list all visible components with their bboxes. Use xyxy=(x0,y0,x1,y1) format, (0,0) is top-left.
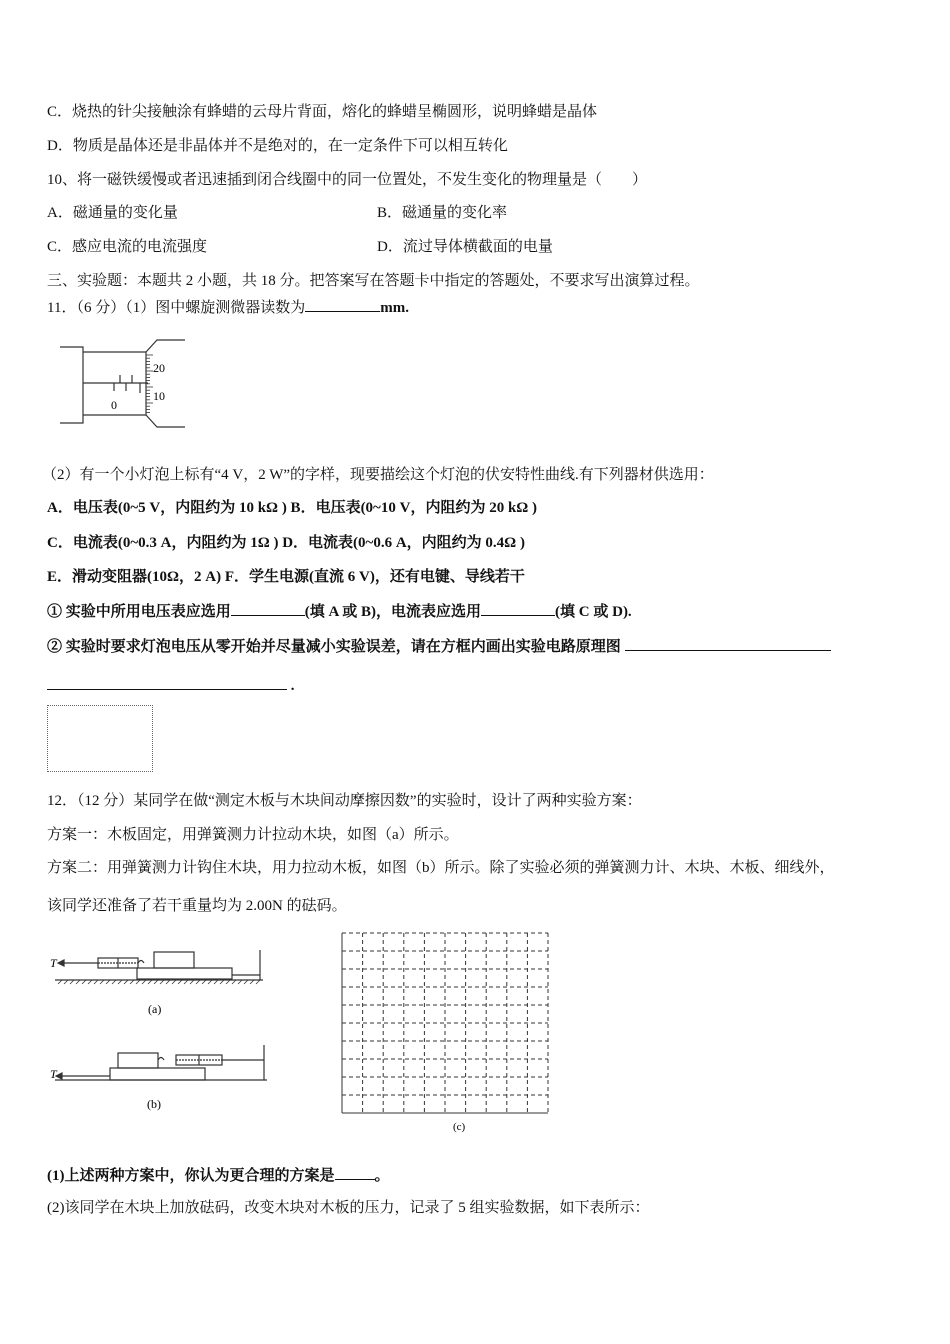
ammeter-blank[interactable] xyxy=(481,601,555,616)
micrometer-label-0: 0 xyxy=(111,398,117,412)
q12-sub2: (2)该同学在木块上加放砝码，改变木块对木板的压力，记录了 5 组实验数据，如下表所示： xyxy=(47,1200,650,1216)
q11-sub1-text3: (填 C 或 D). xyxy=(555,604,632,620)
figure-a-caption: (a) xyxy=(148,1002,162,1016)
figure-b-caption: (b) xyxy=(147,1097,161,1111)
q10-option-c: C．感应电流的电流强度 xyxy=(47,239,208,255)
q12-plan2-cont: 该同学还准备了若干重量均为 2.00N 的砝码。 xyxy=(47,898,347,914)
q12-plan2: 方案二：用弹簧测力计钩住木块，用力拉动木板，如图（b）所示。除了实验必须的弹簧测力计、木块、木板、细线外， xyxy=(47,860,835,876)
q11-sub1 xyxy=(47,601,632,622)
micrometer-label-10: 10 xyxy=(153,389,165,403)
section3-heading: 三、实验题：本题共 2 小题，共 18 分。把答案写在答题卡中指定的答题处，不要求写出演算过程。 xyxy=(47,273,700,289)
q12-stem: 12．（12 分）某同学在做“测定木板与木块间动摩擦因数”的实验时，设计了两种实验方案： xyxy=(47,793,642,809)
q11-stem-prefix: 11．（6 分）（1）图中螺旋测微器读数为 xyxy=(47,300,306,316)
micrometer-figure xyxy=(55,335,195,435)
q11-options-ef: E．滑动变阻器(10Ω，2 A) F．学生电源(直流 6 V)，还有电键、导线若干 xyxy=(47,569,525,585)
q11-sub2-text: ② 实验时要求灯泡电压从零开始并尽量减小实验误差，请在方框内画出实验电路原理图 xyxy=(47,639,621,655)
q11-options-ab: A．电压表(0~5 V，内阻约为 10 kΩ ) B．电压表(0~10 V，内阻约为 20 kΩ ) xyxy=(47,500,538,516)
q12-sub1-end: 。 xyxy=(374,1168,390,1184)
force-label-a: T xyxy=(50,956,57,970)
q11-sub2 xyxy=(47,636,831,657)
plan-blank[interactable] xyxy=(335,1165,375,1180)
q10-option-d: D．流过导体横截面的电量 xyxy=(377,239,553,255)
circuit-blank-2[interactable] xyxy=(47,675,287,690)
figure-c-caption: (c) xyxy=(453,1121,466,1133)
circuit-blank-1[interactable] xyxy=(625,636,831,651)
figure-b-setup xyxy=(50,1040,270,1115)
q11-sub1-text: ① 实验中所用电压表应选用 xyxy=(47,604,231,620)
q10-stem: 10、将一磁铁缓慢或者迅速插到闭合线圈中的同一位置处，不发生变化的物理量是（ ） xyxy=(47,172,648,188)
q11-part2: （2）有一个小灯泡上标有“4 V，2 W”的字样，现要描绘这个灯泡的伏安特性曲线.有下列器材供选用： xyxy=(42,467,714,483)
q10-option-b: B．磁通量的变化率 xyxy=(377,205,508,221)
voltmeter-blank[interactable] xyxy=(231,601,305,616)
q12-sub1-text: (1)上述两种方案中，你认为更合理的方案是 xyxy=(47,1168,335,1184)
force-label-b: T xyxy=(50,1067,57,1081)
micrometer-label-20: 20 xyxy=(153,361,165,375)
q11-stem xyxy=(47,297,409,318)
figure-a-setup xyxy=(50,945,270,1020)
q11-sub2-cont xyxy=(47,675,295,696)
q11-sub2-end: . xyxy=(290,678,295,694)
q11-unit: mm. xyxy=(380,300,409,316)
q11-options-cd: C．电流表(0~0.3 A，内阻约为 1Ω ) D．电流表(0~0.6 A，内阻约为 0.4Ω ) xyxy=(47,535,525,551)
circuit-drawing-box[interactable] xyxy=(47,705,153,772)
q11-sub1-text2: (填 A 或 B)，电流表应选用 xyxy=(304,604,482,620)
q9-option-d: D．物质是晶体还是非晶体并不是绝对的，在一定条件下可以相互转化 xyxy=(47,138,508,154)
q12-sub1 xyxy=(47,1165,390,1186)
figure-c-grid xyxy=(335,925,560,1135)
q10-option-a: A．磁通量的变化量 xyxy=(47,205,178,221)
q9-option-c: C．烧热的针尖接触涂有蜂蜡的云母片背面，熔化的蜂蜡呈椭圆形，说明蜂蜡是晶体 xyxy=(47,104,598,120)
q12-plan1: 方案一：木板固定，用弹簧测力计拉动木块，如图（a）所示。 xyxy=(47,827,459,843)
answer-blank[interactable] xyxy=(305,297,380,312)
